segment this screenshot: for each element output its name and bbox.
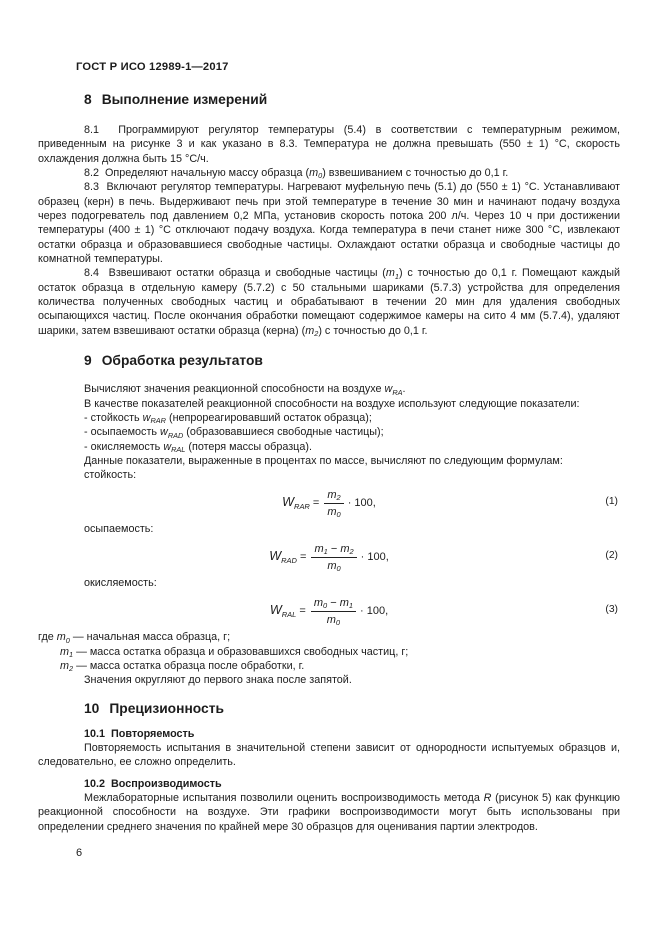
list-item-dusting: - осыпаемость $w_{RAD}$ (образовавшиеся свободные частицы); bbox=[84, 426, 384, 440]
formula-1-expression bbox=[282, 488, 376, 520]
section-title: Выполнение измерений bbox=[101, 92, 268, 107]
section-title: Обработка результатов bbox=[101, 353, 263, 369]
where-m1-definition: $m_1$ — масса остатка образца и образовавшихся свободных частиц, г; bbox=[60, 645, 409, 659]
formula-3 bbox=[38, 591, 620, 631]
section-8 bbox=[38, 91, 620, 338]
fraction-numerator: $m_1 - m_2$ bbox=[311, 542, 356, 558]
section-number: 8 bbox=[84, 92, 92, 107]
list-item-resistance: - стойкость $w_{RAR}$ (непрореагировавший остаток образца); bbox=[84, 411, 372, 426]
paragraph-9-intro-1: Вычисляют значения реакционной способности на воздухе $w_{RA}$. bbox=[84, 383, 406, 397]
subsection-10-2-heading: 10.2 Воспроизводимость bbox=[84, 777, 222, 790]
fraction-denominator: $m_0$ bbox=[327, 505, 341, 520]
fraction-numerator: $m_0 - m_1$ bbox=[311, 596, 356, 612]
formula-lhs: $W_{RAL}$ = bbox=[269, 603, 309, 619]
paragraph-8-1: 8.1 Программируют регулятор температуры (5.4) в соответствии с температурным режимом, приведенным на рисунке 3 и как указано в 8.3. Температура не должна превышать (550 ± 1) °С, скорость охлаждения должна быть 15 °С/ч. bbox=[38, 124, 620, 165]
paragraph-9-intro-3: Данные показатели, выраженные в процентах по массе, вычисляют по следующим формулам: bbox=[84, 454, 563, 467]
formula-suffix: · 100, bbox=[360, 551, 389, 564]
fraction bbox=[324, 488, 343, 520]
fraction-denominator: $m_0$ bbox=[327, 559, 341, 574]
section-9-heading bbox=[84, 352, 620, 369]
formula-2-label: осыпаемость: bbox=[84, 523, 154, 536]
section-title: Прецизионность bbox=[109, 700, 224, 716]
paragraph-8-4: 8.4 Взвешивают остатки образца и свободные частицы $(m_1)$ с точностью до 0,1 г. Помещают каждый остаток образца в отдельную камеру (5.7.2) с 50 стальными шариками (5.7.3) устройства для определения количества полученных свободных частиц и обрабатывают в течении 20 мин для удаления свободных осыпающихся частиц. После окончания обработки помещают содержимое камеры на сито 4 мм (5.7.4), удаляют шарики, затем взвешивают остатки образца (керна) $(m_2)$ с точностью до 0,1 г. bbox=[38, 267, 620, 339]
formula-1-number: (1) bbox=[605, 496, 618, 508]
paragraph-8-3: 8.3 Включают регулятор температуры. Нагревают муфельную печь (5.1) до (550 ± 1) °С. Устанавливают образец (керн) в печь. Выдерживают печь при этой температуре в течение 30 мин и начинают подачу воздуха через подогреватель под давлением 0,2 МПа, установив скорость потока 200 л/ч. Через 10 ч при достижении температуры (400 ± 1) °С отключают подачу воздуха. Когда температура в печи станет ниже 300 °С, извлекают остатки образца и образовавшиеся свободные частицы. Охлаждают остатки образца и свободные частицы до комнатной температуры. bbox=[38, 181, 620, 266]
section-number: 10 bbox=[84, 700, 100, 716]
section-10-heading bbox=[84, 700, 620, 717]
formula-3-label: окисляемость: bbox=[84, 577, 157, 590]
section-number: 9 bbox=[84, 353, 92, 369]
paragraph-8-2: 8.2 Определяют начальную массу образца $(m_0)$ взвешиванием с точностью до 0,1 г. bbox=[84, 167, 509, 181]
formula-2-number: (2) bbox=[605, 550, 618, 562]
paragraph-10-2: Межлабораторные испытания позволили оценить воспроизводимость метода R (рисунок 5) как функцию реакционной способности на воздухе. Эти графики воспроизводимости могут быть использованы при определении среднего значения по крайней мере 30 образцов для оценивания партии электродов. bbox=[38, 792, 620, 833]
subsection-10-1-heading: 10.1 Повторяемость bbox=[84, 727, 195, 740]
formula-1 bbox=[38, 483, 620, 523]
formula-suffix: · 100, bbox=[360, 605, 389, 618]
paragraph-10-1: Повторяемость испытания в значительной степени зависит от однородности испытуемых образцов и, следовательно, ее сложно определить. bbox=[38, 742, 620, 769]
paragraph-9-intro-2: В качестве показателей реакционной способности на воздухе используют следующие показатели: bbox=[84, 397, 580, 410]
running-header: ГОСТ Р ИСО 12989-1—2017 bbox=[76, 61, 229, 73]
rounding-note: Значения округляют до первого знака после запятой. bbox=[84, 674, 352, 687]
where-m0-definition: где $m_0$ — начальная масса образца, г; bbox=[38, 631, 231, 645]
formula-lhs: $W_{RAD}$ = bbox=[269, 549, 310, 565]
fraction bbox=[311, 596, 356, 628]
page-number: 6 bbox=[76, 847, 83, 859]
formula-2 bbox=[38, 537, 620, 577]
where-m2-definition: $m_2$ — масса остатка образца после обработки, г. bbox=[60, 660, 305, 674]
fraction-numerator: $m_2$ bbox=[324, 488, 343, 504]
list-item-oxidation: - окисляемость $w_{RAL}$ (потеря массы образца). bbox=[84, 440, 312, 454]
where-definitions bbox=[38, 630, 620, 687]
section-9 bbox=[38, 352, 620, 688]
formula-3-number: (3) bbox=[605, 604, 618, 616]
formula-1-label: стойкость: bbox=[84, 469, 137, 482]
formula-suffix: · 100, bbox=[347, 497, 376, 510]
formula-2-expression bbox=[269, 542, 389, 574]
formula-lhs: $W_{RAR}$ = bbox=[282, 495, 323, 511]
formula-3-expression bbox=[270, 596, 388, 628]
section-10 bbox=[38, 700, 620, 834]
fraction bbox=[311, 542, 356, 574]
section-8-heading bbox=[84, 91, 620, 108]
fraction-denominator: $m_0$ bbox=[326, 613, 341, 628]
